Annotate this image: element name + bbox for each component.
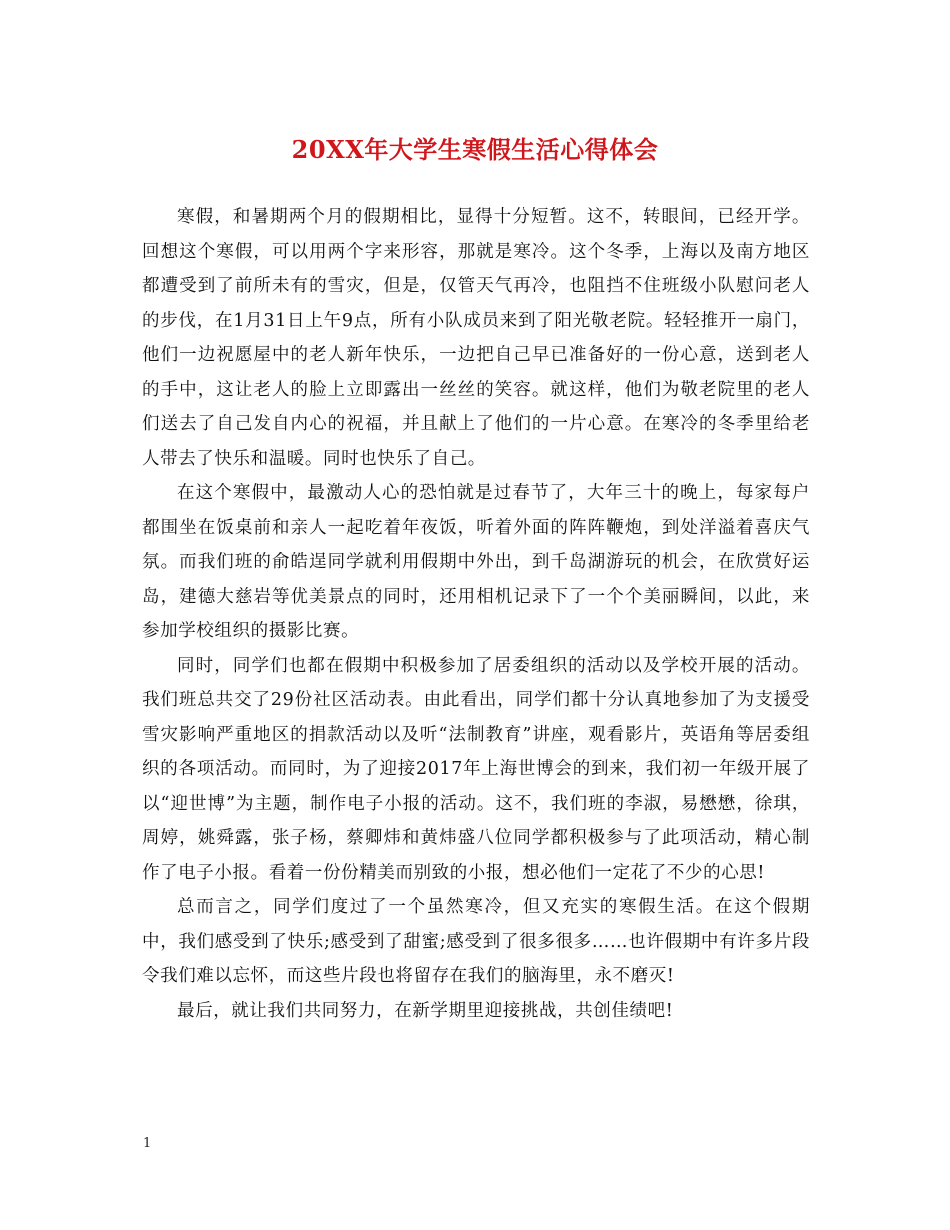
- document-body: [142, 200, 810, 1028]
- page-number: 1: [143, 1136, 152, 1151]
- paragraph-2: 在这个寒假中，最激动人心的恐怕就是过春节了，大年三十的晚上，每家每户都围坐在饭桌前和亲人一起吃着年夜饭，听着外面的阵阵鞭炮，到处洋溢着喜庆气氛。而我们班的俞皓逞同学就利用假期中外出，到千岛湖游玩的机会，在欣赏好运岛，建德大慈岩等优美景点的同时，还用相机记录下了一个个美丽瞬间，以此，来参加学校组织的摄影比赛。: [142, 483, 810, 641]
- paragraph-3: 同时，同学们也都在假期中积极参加了居委组织的活动以及学校开展的活动。我们班总共交了29份社区活动表。由此看出，同学们都十分认真地参加了为支援受雪灾影响严重地区的捐款活动以及听“法制教育”讲座，观看影片，英语角等居委组织的各项活动。而同时，为了迎接2017年上海世博会的到来，我们初一年级开展了以“迎世博”为主题，制作电子小报的活动。这不，我们班的李淑，易懋懋，徐琪，周婷，姚舜露，张子杨，蔡卿炜和黄炜盛八位同学都积极参与了此项活动，精心制作了电子小报。看着一份份精美而别致的小报，想必他们一定花了不少的心思!: [142, 655, 810, 883]
- document-title: 20XX年大学生寒假生活心得体会: [291, 135, 659, 164]
- paragraph-1: 寒假，和暑期两个月的假期相比，显得十分短暂。这不，转眼间，已经开学。回想这个寒假，可以用两个字来形容，那就是寒冷。这个冬季，上海以及南方地区都遭受到了前所未有的雪灾，但是，仅管天气再冷，也阻挡不住班级小队慰问老人的步伐，在1月31日上午9点，所有小队成员来到了阳光敬老院。轻轻推开一扇门，他们一边祝愿屋中的老人新年快乐，一边把自己早已准备好的一份心意，送到老人的手中，这让老人的脸上立即露出一丝丝的笑容。就这样，他们为敬老院里的老人们送去了自己发自内心的祝福，并且献上了他们的一片心意。在寒冷的冬季里给老人带去了快乐和温暖。同时也快乐了自己。: [142, 207, 810, 469]
- paragraph-4: 总而言之，同学们度过了一个虽然寒冷，但又充实的寒假生活。在这个假期中，我们感受到了快乐;感受到了甜蜜;感受到了很多很多……也许假期中有许多片段令我们难以忘怀，而这些片段也将留存在我们的脑海里，永不磨灭!: [142, 897, 810, 986]
- paragraph-5: 最后，就让我们共同努力，在新学期里迎接挑战，共创佳绩吧!: [177, 1000, 674, 1021]
